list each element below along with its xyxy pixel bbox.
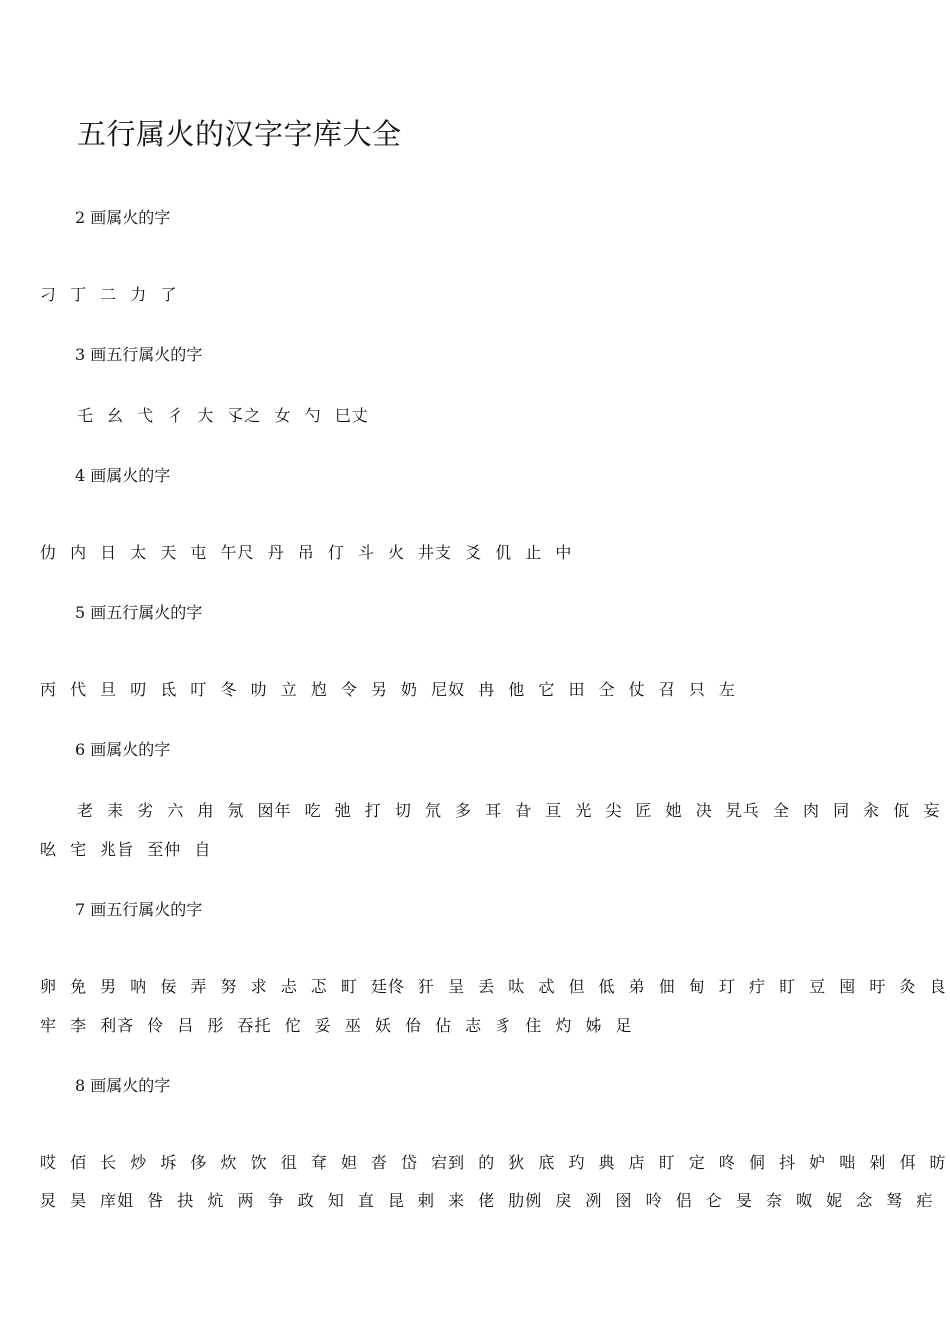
- char-line: 刁 丁 二 力 了: [40, 285, 178, 304]
- section-heading-3-strokes: 3 画五行属火的字: [75, 345, 203, 364]
- char-line: 炅 昊 庠姐 咎 抉 炕 两 争 政 知 直 昆 剌 来 佬 肋例 戾 冽 囹 呤 侣 仑 旻 奈 呶 妮 念 驽 疟: [40, 1191, 934, 1210]
- document-title: 五行属火的汉字字库大全: [77, 117, 402, 151]
- section-heading-7-strokes: 7 画五行属火的字: [75, 900, 203, 919]
- section-heading-4-strokes: 4 画属火的字: [75, 466, 171, 485]
- section-heading-8-strokes: 8 画属火的字: [75, 1076, 171, 1095]
- section-heading-2-strokes: 2 画属火的字: [75, 208, 171, 227]
- char-line: 老 耒 劣 六 甪 氖 囡年 吃 弛 打 切 氘 多 耳 旮 亘 光 尖 匠 她 决 旯乓 全 肉 同 汆 佤 妄: [77, 801, 941, 820]
- section-heading-6-strokes: 6 画属火的字: [75, 740, 171, 759]
- char-line: 丙 代 旦 叨 氐 叮 冬 叻 立 尥 令 另 奶 尼奴 冉 他 它 田 仝 仗 召 只 左: [40, 680, 736, 699]
- char-line: 牢 李 利吝 伶 吕 彤 吞托 佗 妥 巫 妖 佁 佔 志 豸 住 灼 姊 足: [40, 1016, 633, 1035]
- char-line: 哎 佰 长 炒 坼 侈 炊 饮 徂 耷 妲 沓 岱 宕到 的 狄 底 玓 典 店 盯 定 咚 侗 抖 妒 咄 剁 佴 昉: [40, 1153, 947, 1172]
- char-line: 仂 内 日 太 天 屯 午尺 丹 吊 仃 斗 火 井支 爻 仉 止 中: [40, 543, 573, 562]
- char-line: 卵 免 男 呐 佞 弄 努 求 忐 忑 町 廷佟 犴 呈 丢 呔 忒 但 低 弟 佃 甸 玎 疔 盯 豆 囤 旴 灸 良: [40, 977, 947, 996]
- section-heading-5-strokes: 5 画五行属火的字: [75, 603, 203, 622]
- char-line: 吆 宅 兆旨 至仲 自: [40, 840, 212, 859]
- char-line: 乇 幺 弋 彳 大 孓之 女 勺 巳丈: [77, 406, 369, 425]
